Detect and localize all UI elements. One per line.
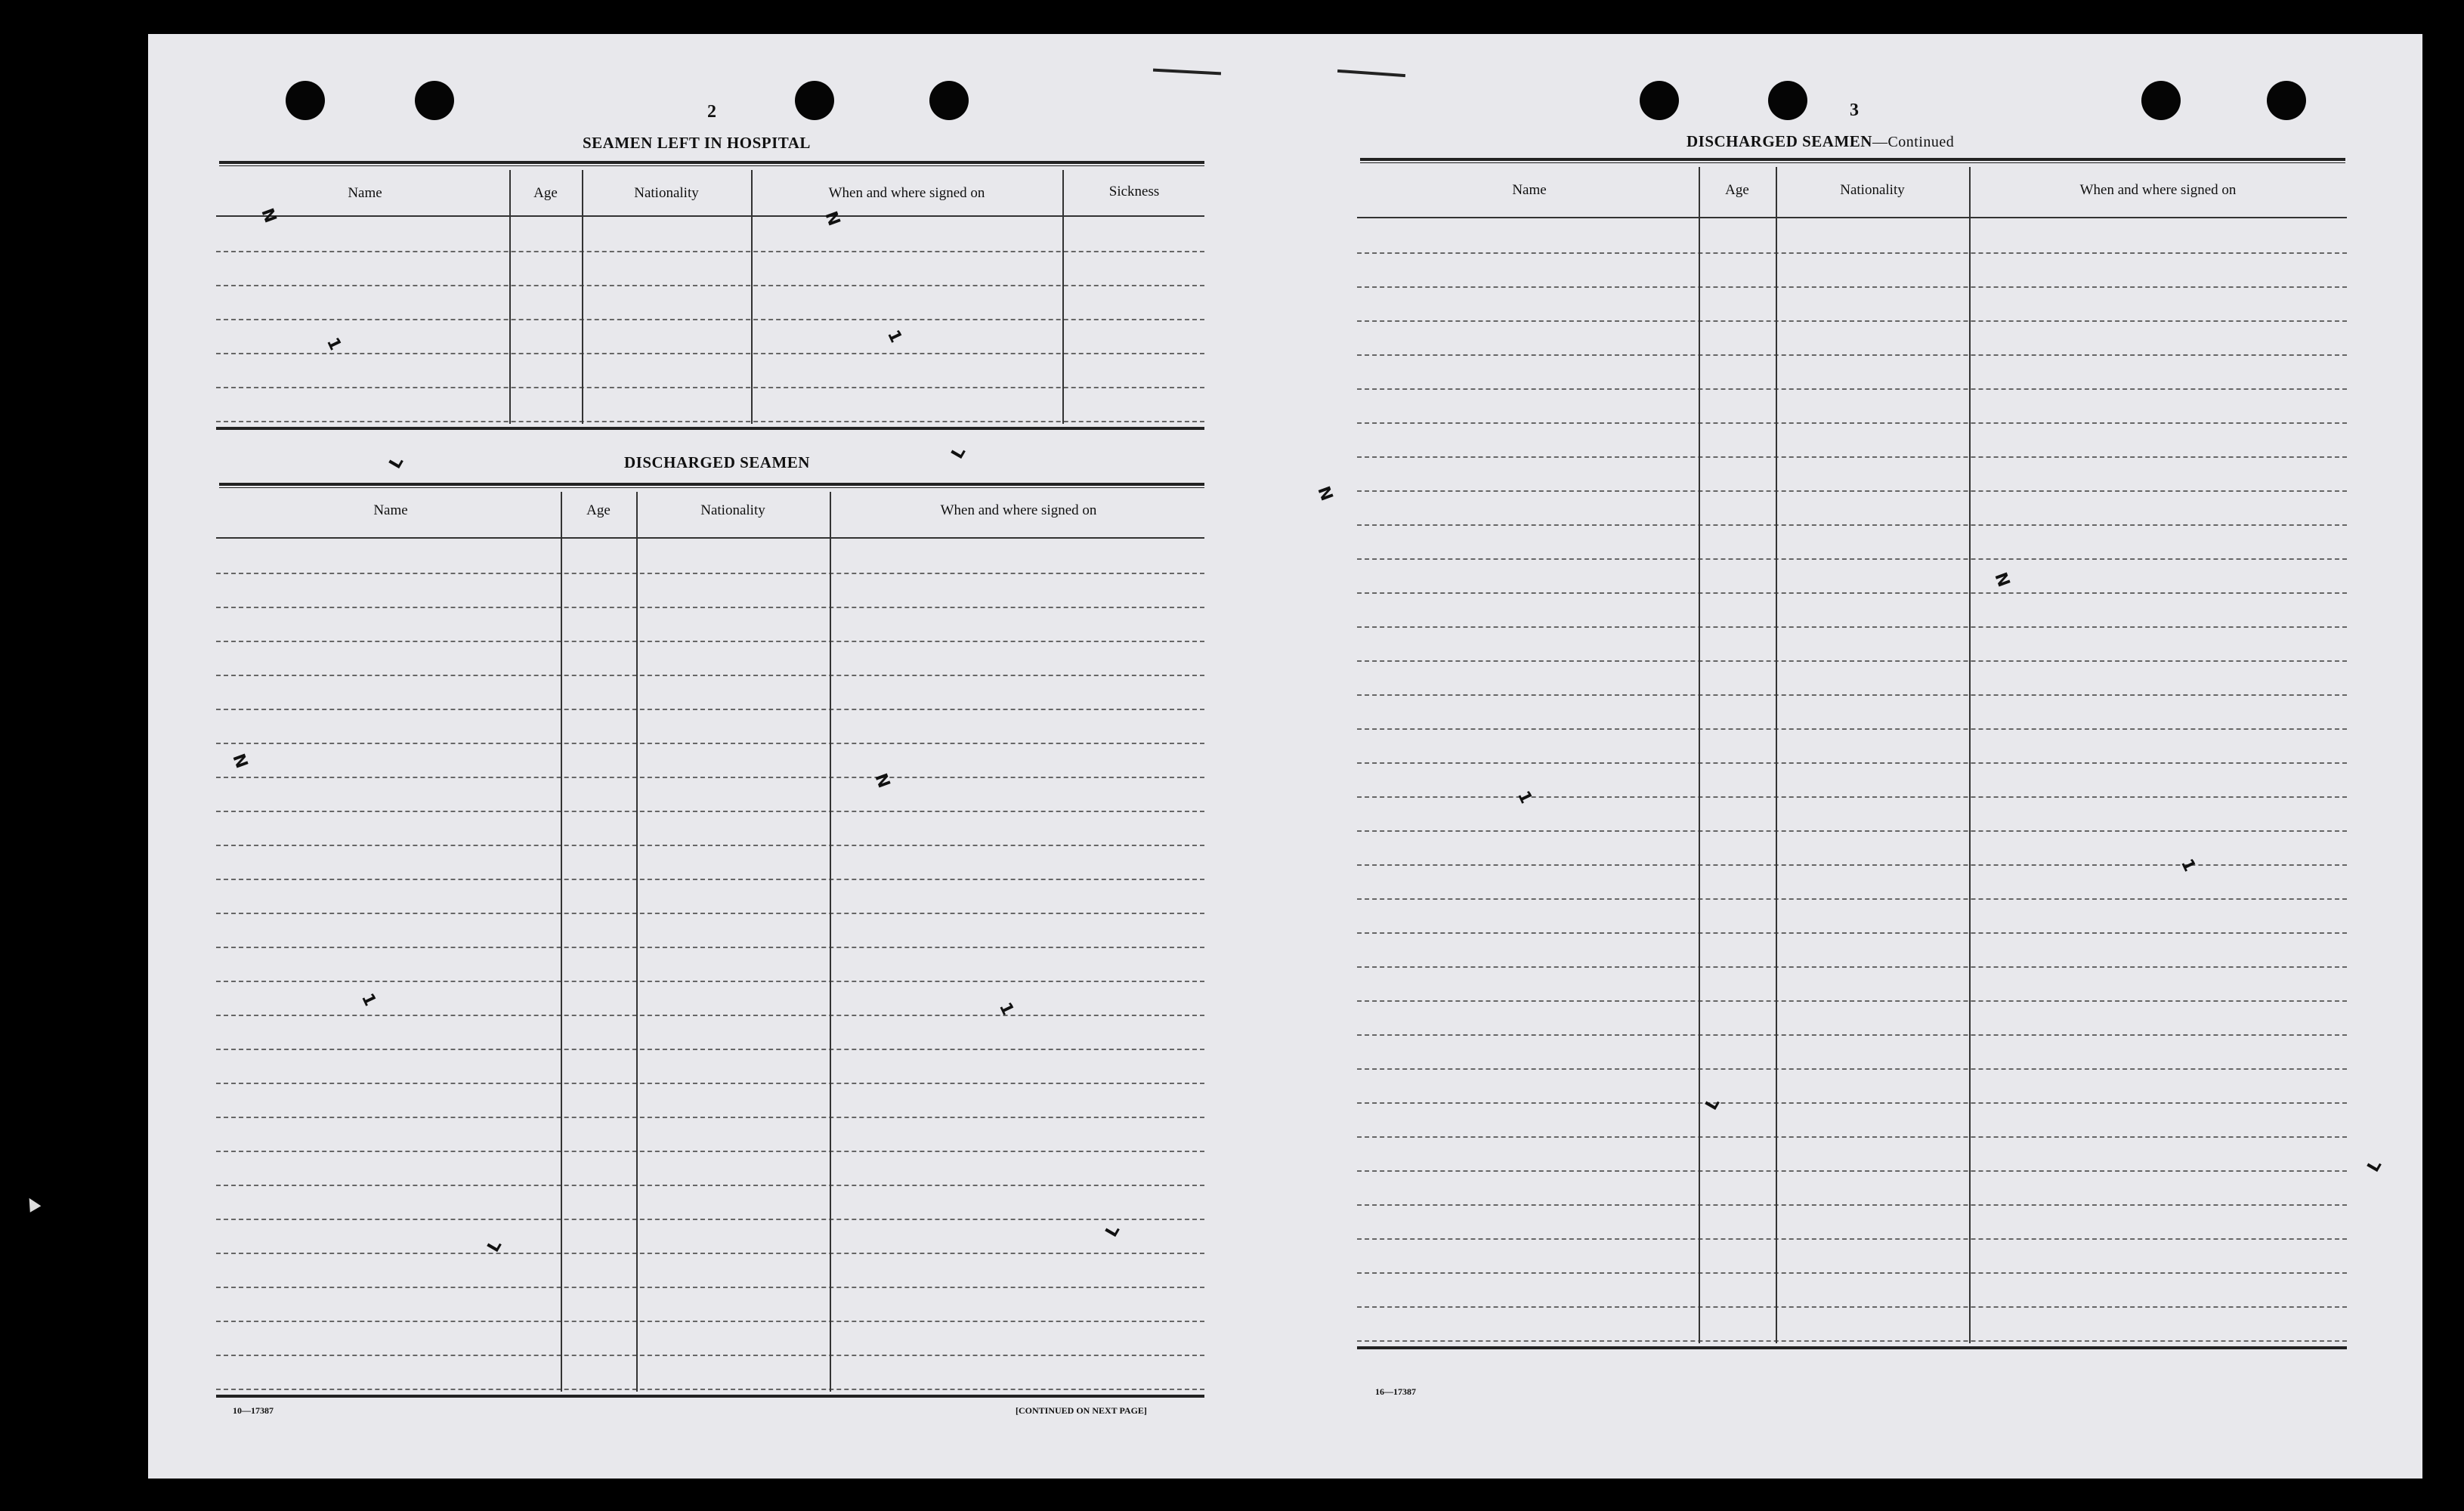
stray-mark: L [2364, 1157, 2386, 1176]
ruled-line [1357, 932, 2347, 934]
edge-mark: ▲ [21, 1191, 43, 1215]
ruled-line [216, 1015, 1204, 1016]
ruled-line [216, 1117, 1204, 1118]
ruled-line [216, 743, 1204, 744]
bottom-rule [1357, 1346, 2347, 1349]
stray-mark: N [228, 751, 252, 771]
column-divider [1969, 167, 1971, 1343]
column-header-nationality: Nationality [1840, 182, 1905, 198]
ruled-line [1357, 456, 2347, 458]
ruled-line [216, 947, 1204, 948]
ruled-line [216, 573, 1204, 574]
ruled-line [1357, 1272, 2347, 1274]
stray-mark: N [257, 205, 280, 226]
ruled-line [1357, 388, 2347, 390]
stray-mark: L [1102, 1222, 1124, 1241]
ruled-line [1357, 1034, 2347, 1036]
ruled-line [1357, 1000, 2347, 1002]
ruled-line [1357, 1102, 2347, 1104]
ruled-line [1357, 1204, 2347, 1206]
stray-mark: 1 [2177, 856, 2200, 875]
ruled-line [1357, 286, 2347, 288]
discharged-continued-table [1285, 34, 2422, 1469]
ruled-line [216, 845, 1204, 846]
page-number: 3 [1850, 100, 1859, 120]
column-header-name: Name [373, 502, 408, 518]
column-divider [636, 492, 638, 1392]
column-header-age: Age [533, 185, 558, 201]
ruled-line [216, 1355, 1204, 1356]
ruled-line [1357, 830, 2347, 832]
ruled-line [216, 1049, 1204, 1050]
ruled-line [216, 607, 1204, 608]
ruled-line [1357, 490, 2347, 492]
stray-mark: L [948, 443, 970, 462]
ruled-line [216, 1219, 1204, 1220]
ruled-line [1357, 592, 2347, 594]
column-header-age: Age [586, 502, 611, 518]
column-header-name: Name [348, 185, 382, 201]
column-divider [1776, 167, 1777, 1343]
ruled-line [1357, 1068, 2347, 1070]
stray-mark: L [484, 1237, 506, 1256]
ruled-line [216, 913, 1204, 914]
column-header-signed-on: When and where signed on [2079, 182, 2237, 198]
ruled-line [1357, 524, 2347, 526]
stray-mark: 1 [995, 1000, 1018, 1018]
column-header-nationality: Nationality [700, 502, 765, 518]
ruled-line [216, 811, 1204, 812]
ruled-line [216, 1321, 1204, 1322]
column-header-sickness: Sickness [1108, 184, 1160, 199]
ruled-line [1357, 1306, 2347, 1308]
stray-mark: L [385, 453, 408, 472]
stray-mark: 1 [357, 990, 380, 1009]
column-divider [830, 492, 831, 1392]
column-divider [1699, 167, 1700, 1343]
left-page [148, 34, 1289, 1479]
stray-mark: N [821, 209, 844, 229]
ruled-line [1357, 694, 2347, 696]
ruled-line [216, 641, 1204, 642]
continued-note: [CONTINUED ON NEXT PAGE] [1016, 1405, 1147, 1416]
header-rule [1357, 217, 2347, 218]
ruled-line [1357, 728, 2347, 730]
section-title-main: DISCHARGED SEAMEN [1686, 132, 1872, 150]
ruled-line [216, 1253, 1204, 1254]
stray-mark: 1 [323, 335, 345, 354]
ruled-line [1357, 558, 2347, 560]
discharged-table [148, 34, 1289, 1469]
ruled-line [1357, 1340, 2347, 1342]
column-header-signed-on: When and where signed on [828, 185, 985, 201]
ruled-line [1357, 660, 2347, 662]
ruled-line [1357, 354, 2347, 356]
column-header-nationality: Nationality [634, 185, 699, 201]
stray-mark: N [1313, 484, 1337, 504]
column-header-signed-on: When and where signed on [940, 502, 1097, 518]
stray-mark: N [1990, 570, 2014, 590]
ruled-line [1357, 966, 2347, 968]
ruled-line [1357, 796, 2347, 798]
section-title-suffix: —Continued [1872, 134, 1955, 150]
page-number: 2 [707, 102, 716, 122]
ruled-line [216, 879, 1204, 880]
ruled-line [1357, 320, 2347, 322]
ruled-line [1357, 1238, 2347, 1240]
column-header-name: Name [1512, 182, 1547, 198]
ruled-line [216, 1389, 1204, 1390]
header-rule [216, 537, 1204, 539]
form-number: 10—17387 [233, 1405, 274, 1416]
stray-mark: L [1702, 1095, 1724, 1114]
column-header-age: Age [1725, 182, 1749, 198]
ruled-line [1357, 1136, 2347, 1138]
stray-mark: N [870, 771, 894, 791]
stray-mark: 1 [883, 327, 906, 346]
ruled-line [1357, 626, 2347, 628]
ruled-line [216, 709, 1204, 710]
ruled-line [1357, 898, 2347, 900]
discharged-section-title: DISCHARGED SEAMEN [624, 453, 810, 471]
form-number: 16—17387 [1375, 1386, 1416, 1397]
ruled-line [216, 777, 1204, 778]
stray-mark: 1 [1513, 788, 1536, 807]
ruled-line [1357, 252, 2347, 254]
ruled-line [1357, 762, 2347, 764]
ruled-line [216, 981, 1204, 982]
ruled-line [216, 1083, 1204, 1084]
ruled-line [1357, 422, 2347, 424]
ruled-line [216, 1185, 1204, 1186]
bottom-rule [216, 1395, 1204, 1398]
ruled-line [216, 675, 1204, 676]
ruled-line [216, 1151, 1204, 1152]
column-divider [561, 492, 562, 1392]
hospital-section-title: SEAMEN LEFT IN HOSPITAL [583, 134, 811, 152]
ruled-line [1357, 1170, 2347, 1172]
right-page [1285, 34, 2422, 1479]
ruled-line [216, 1287, 1204, 1288]
